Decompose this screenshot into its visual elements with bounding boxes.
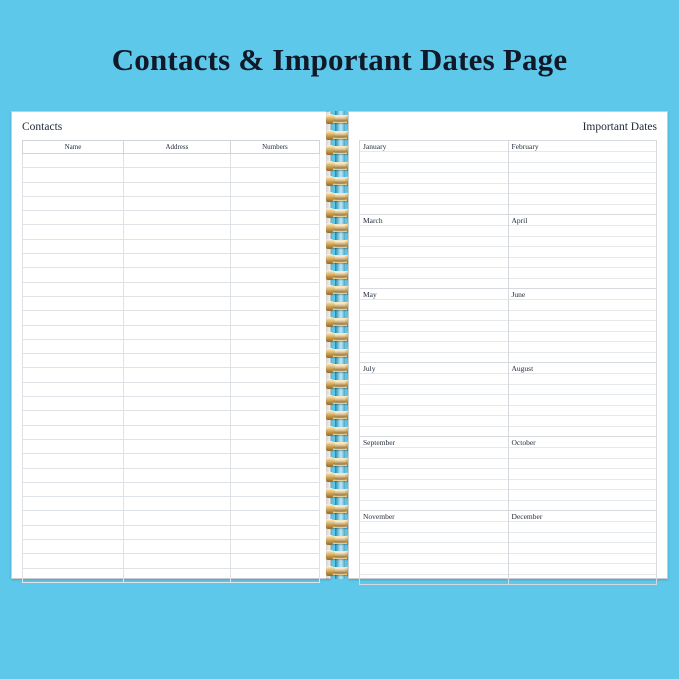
contacts-cell[interactable]	[123, 325, 230, 339]
contacts-cell[interactable]	[123, 339, 230, 353]
month-writing-lines	[509, 363, 657, 436]
important-dates-page	[348, 111, 668, 579]
contacts-cell[interactable]	[23, 554, 124, 568]
contacts-cell[interactable]	[230, 454, 319, 468]
contacts-row[interactable]	[23, 168, 320, 182]
contacts-cell[interactable]	[230, 296, 319, 310]
contacts-row[interactable]	[23, 296, 320, 310]
month-cell[interactable]	[508, 511, 657, 585]
contacts-cell[interactable]	[23, 425, 124, 439]
contacts-cell[interactable]	[230, 382, 319, 396]
column-header-address: Address	[123, 141, 230, 154]
contacts-cell[interactable]	[123, 411, 230, 425]
contacts-cell[interactable]	[123, 468, 230, 482]
page-title: Contacts & Important Dates Page	[111, 42, 568, 77]
contacts-row[interactable]	[23, 325, 320, 339]
contacts-cell[interactable]	[230, 468, 319, 482]
month-writing-lines	[360, 363, 508, 436]
contacts-cell[interactable]	[23, 268, 124, 282]
month-row	[360, 141, 657, 215]
contacts-row[interactable]	[23, 497, 320, 511]
contacts-row[interactable]	[23, 397, 320, 411]
contacts-cell[interactable]	[230, 354, 319, 368]
contacts-cell[interactable]	[230, 482, 319, 496]
contacts-cell[interactable]	[23, 254, 124, 268]
contacts-page	[11, 111, 331, 579]
contacts-cell[interactable]	[230, 525, 319, 539]
contacts-row[interactable]	[23, 268, 320, 282]
contacts-cell[interactable]	[230, 497, 319, 511]
contacts-row[interactable]	[23, 225, 320, 239]
contacts-cell[interactable]	[230, 397, 319, 411]
contacts-cell[interactable]	[23, 354, 124, 368]
month-row	[360, 511, 657, 585]
contacts-cell[interactable]	[123, 554, 230, 568]
contacts-cell[interactable]	[23, 154, 124, 168]
contacts-row[interactable]	[23, 239, 320, 253]
contacts-row[interactable]	[23, 540, 320, 554]
contacts-cell[interactable]	[230, 239, 319, 253]
contacts-cell[interactable]	[230, 554, 319, 568]
month-label: March	[363, 216, 383, 225]
important-dates-grid	[359, 140, 657, 585]
month-row	[360, 215, 657, 289]
contacts-cell[interactable]	[23, 182, 124, 196]
contacts-cell[interactable]	[123, 525, 230, 539]
contacts-cell[interactable]	[230, 182, 319, 196]
contacts-cell[interactable]	[123, 439, 230, 453]
contacts-cell[interactable]	[230, 339, 319, 353]
month-writing-lines	[360, 437, 508, 510]
contacts-cell[interactable]	[230, 439, 319, 453]
contacts-cell[interactable]	[23, 482, 124, 496]
month-label: June	[511, 290, 526, 299]
contacts-table-header-row	[23, 141, 320, 154]
month-writing-lines	[360, 511, 508, 584]
contacts-cell[interactable]	[123, 482, 230, 496]
contacts-cell[interactable]	[23, 225, 124, 239]
contacts-cell[interactable]	[230, 254, 319, 268]
contacts-cell[interactable]	[23, 211, 124, 225]
contacts-cell[interactable]	[123, 311, 230, 325]
month-writing-lines	[509, 437, 657, 510]
contacts-cell[interactable]	[230, 511, 319, 525]
month-label: April	[511, 216, 528, 225]
contacts-cell[interactable]	[23, 382, 124, 396]
contacts-cell[interactable]	[23, 311, 124, 325]
month-cell[interactable]	[360, 289, 509, 363]
month-label: February	[511, 142, 539, 151]
contacts-cell[interactable]	[230, 211, 319, 225]
contacts-row[interactable]	[23, 196, 320, 210]
month-row	[360, 289, 657, 363]
month-label: July	[363, 364, 376, 373]
contacts-cell[interactable]	[230, 154, 319, 168]
contacts-row[interactable]	[23, 568, 320, 582]
contacts-cell[interactable]	[123, 368, 230, 382]
contacts-cell[interactable]	[123, 282, 230, 296]
contacts-cell[interactable]	[123, 268, 230, 282]
month-writing-lines	[360, 215, 508, 288]
contacts-cell[interactable]	[23, 339, 124, 353]
contacts-cell[interactable]	[23, 296, 124, 310]
month-cell[interactable]	[360, 215, 509, 289]
contacts-row[interactable]	[23, 339, 320, 353]
contacts-row[interactable]	[23, 554, 320, 568]
contacts-cell[interactable]	[123, 254, 230, 268]
contacts-cell[interactable]	[123, 425, 230, 439]
contacts-row[interactable]	[23, 525, 320, 539]
contacts-cell[interactable]	[23, 568, 124, 582]
contacts-row[interactable]	[23, 211, 320, 225]
contacts-cell[interactable]	[230, 268, 319, 282]
contacts-cell[interactable]	[230, 196, 319, 210]
month-label: December	[511, 512, 543, 521]
contacts-row[interactable]	[23, 282, 320, 296]
month-cell[interactable]	[508, 289, 657, 363]
month-writing-lines	[360, 141, 508, 214]
contacts-cell[interactable]	[230, 540, 319, 554]
notebook-spread	[11, 111, 668, 586]
month-cell[interactable]	[508, 141, 657, 215]
contacts-row[interactable]	[23, 439, 320, 453]
contacts-cell[interactable]	[123, 540, 230, 554]
contacts-cell[interactable]	[230, 282, 319, 296]
month-row	[360, 437, 657, 511]
contacts-row[interactable]	[23, 382, 320, 396]
contacts-row[interactable]	[23, 411, 320, 425]
contacts-cell[interactable]	[23, 282, 124, 296]
contacts-row[interactable]	[23, 254, 320, 268]
contacts-row[interactable]	[23, 454, 320, 468]
month-writing-lines	[509, 511, 657, 584]
month-label: November	[363, 512, 395, 521]
month-label: August	[511, 364, 534, 373]
contacts-cell[interactable]	[23, 511, 124, 525]
contacts-cell[interactable]	[230, 325, 319, 339]
contacts-cell[interactable]	[230, 411, 319, 425]
contacts-row[interactable]	[23, 182, 320, 196]
contacts-cell[interactable]	[23, 411, 124, 425]
contacts-row[interactable]	[23, 311, 320, 325]
contacts-table	[22, 140, 320, 583]
contacts-cell[interactable]	[23, 325, 124, 339]
contacts-cell[interactable]	[123, 239, 230, 253]
month-cell[interactable]	[508, 215, 657, 289]
contacts-cell[interactable]	[23, 525, 124, 539]
contacts-cell[interactable]	[123, 168, 230, 182]
month-cell[interactable]	[508, 363, 657, 437]
contacts-table-body	[23, 154, 320, 583]
contacts-cell[interactable]	[123, 154, 230, 168]
contacts-cell[interactable]	[123, 196, 230, 210]
contacts-cell[interactable]	[23, 196, 124, 210]
contacts-cell[interactable]	[230, 168, 319, 182]
contacts-cell[interactable]	[23, 454, 124, 468]
month-cell[interactable]	[360, 141, 509, 215]
month-label: September	[363, 438, 396, 447]
month-label: October	[511, 438, 536, 447]
contacts-cell[interactable]	[123, 511, 230, 525]
contacts-cell[interactable]	[230, 425, 319, 439]
month-cell[interactable]	[360, 437, 509, 511]
contacts-row[interactable]	[23, 511, 320, 525]
month-row	[360, 363, 657, 437]
contacts-cell[interactable]	[230, 568, 319, 582]
contacts-cell[interactable]	[123, 211, 230, 225]
contacts-cell[interactable]	[123, 497, 230, 511]
contacts-cell[interactable]	[123, 568, 230, 582]
contacts-cell[interactable]	[230, 311, 319, 325]
column-header-numbers: Numbers	[230, 141, 319, 154]
column-header-name: Name	[23, 141, 124, 154]
contacts-row[interactable]	[23, 154, 320, 168]
contacts-cell[interactable]	[23, 540, 124, 554]
contacts-cell[interactable]	[23, 439, 124, 453]
contacts-heading: Contacts	[22, 121, 63, 133]
month-cell[interactable]	[360, 363, 509, 437]
contacts-row[interactable]	[23, 468, 320, 482]
contacts-cell[interactable]	[123, 296, 230, 310]
month-writing-lines	[360, 289, 508, 362]
contacts-cell[interactable]	[123, 182, 230, 196]
month-label: January	[363, 142, 387, 151]
month-cell[interactable]	[360, 511, 509, 585]
contacts-cell[interactable]	[123, 225, 230, 239]
contacts-cell[interactable]	[23, 368, 124, 382]
contacts-row[interactable]	[23, 354, 320, 368]
contacts-cell[interactable]	[123, 397, 230, 411]
contacts-cell[interactable]	[123, 354, 230, 368]
month-writing-lines	[509, 289, 657, 362]
contacts-cell[interactable]	[23, 497, 124, 511]
contacts-row[interactable]	[23, 482, 320, 496]
contacts-cell[interactable]	[123, 382, 230, 396]
important-dates-body	[360, 141, 657, 585]
contacts-row[interactable]	[23, 425, 320, 439]
month-label: May	[363, 290, 377, 299]
contacts-cell[interactable]	[23, 468, 124, 482]
contacts-cell[interactable]	[230, 225, 319, 239]
contacts-row[interactable]	[23, 368, 320, 382]
important-dates-heading: Important Dates	[582, 121, 657, 133]
contacts-cell[interactable]	[123, 454, 230, 468]
month-cell[interactable]	[508, 437, 657, 511]
contacts-cell[interactable]	[23, 168, 124, 182]
contacts-cell[interactable]	[23, 239, 124, 253]
contacts-cell[interactable]	[230, 368, 319, 382]
month-writing-lines	[509, 141, 657, 214]
contacts-cell[interactable]	[23, 397, 124, 411]
month-writing-lines	[509, 215, 657, 288]
